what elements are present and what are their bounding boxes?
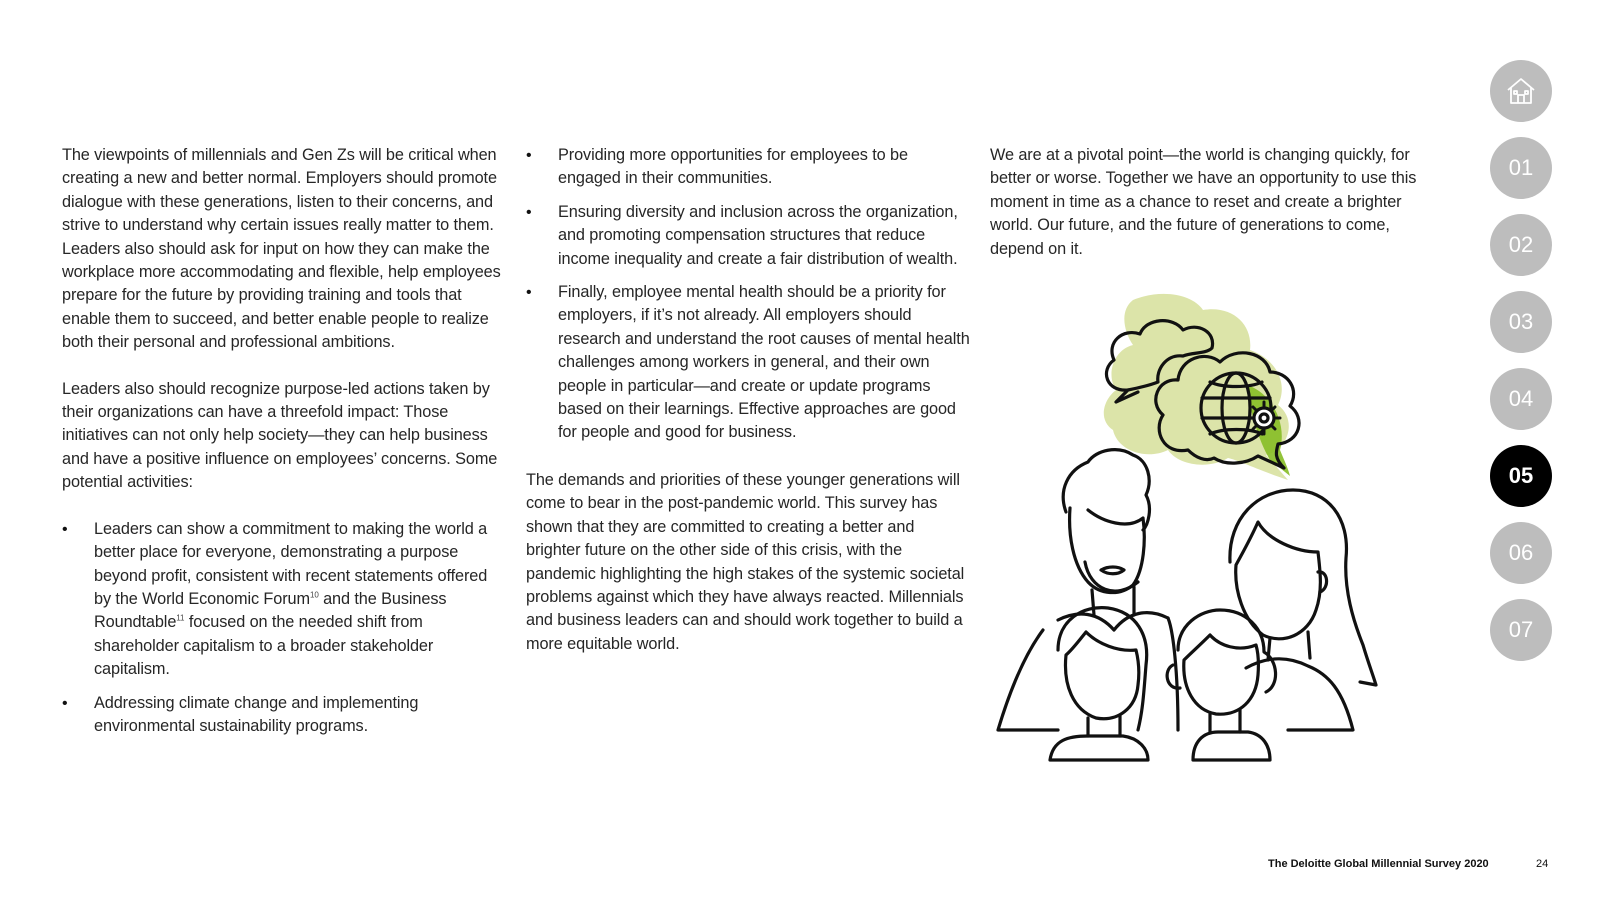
bullet-icon: • — [62, 520, 68, 538]
bullet-icon: • — [526, 203, 532, 221]
bullet-icon: • — [62, 694, 68, 712]
intro-paragraph: The viewpoints of millennials and Gen Zs will be critical when creating a new and better normal. Employers should promote dialogue with these generations, listen to their concerns, and strive to understand why certain issues really matter to them. Leaders also should ask for input on how they can make the workplace more accommodating and flexible, help employees prepare for the future by providing training and tools that enable them to succeed, and better enable people to realize both their personal and professional ambitions. — [62, 146, 501, 352]
pivotal-point-paragraph: We are at a pivotal point—the world is changing quickly, for better or worse. Together we have an opportunity to use this moment in time as a chance to reset and create a brighter world. Our future, and the future of generations to come, depend on it. — [990, 146, 1417, 258]
page-number: 24 — [1536, 858, 1549, 870]
text-column-2 — [526, 144, 972, 679]
purpose-paragraph: Leaders also should recognize purpose-led actions taken by their organizations can have a threefold impact: Those initiatives can not only help society—they can help business and have a positive influence on employees’ concerns. Some potential activities: — [62, 379, 498, 492]
bullet-icon: • — [526, 147, 532, 164]
list-item: • Providing more opportunities for employees to be engaged in their communities. — [526, 146, 908, 188]
home-button[interactable] — [1490, 60, 1552, 122]
family-illustration — [988, 290, 1408, 780]
list-item: • Addressing climate change and implementing environmental sustainability programs. — [62, 693, 419, 735]
text-column-1 — [62, 144, 504, 758]
activities-list — [62, 518, 504, 739]
child-right-figure — [1167, 610, 1275, 760]
list-item: • Ensuring diversity and inclusion across the organization, and promoting compensation structures that reduce income inequality and create a fair distribution of wealth. — [526, 202, 958, 268]
chapter-06-button[interactable]: 06 — [1490, 522, 1552, 584]
list-item: • Leaders can show a commitment to making the world a better place for everyone, demonstrating a purpose beyond profit, consistent with recent statements offered by the World Economic Forum$^{10}$ and the Business Roundtable$^{11}$ focused on the needed shift from shareholder capitalism to a broader stakeholder capitalism. — [62, 519, 488, 679]
footnote-ref[interactable]: 11 — [176, 613, 185, 623]
chapter-05-button[interactable]: 05 — [1490, 445, 1552, 507]
child-left-figure — [1050, 608, 1148, 760]
text-column-3 — [990, 144, 1430, 284]
chapter-02-button[interactable]: 02 — [1490, 214, 1552, 276]
home-icon — [1504, 74, 1538, 108]
footer-title: The Deloitte Global Millennial Survey 2020 — [1268, 858, 1489, 870]
bullet-icon: • — [526, 284, 532, 302]
chapter-07-button[interactable]: 07 — [1490, 599, 1552, 661]
footnote-ref[interactable]: 10 — [309, 590, 319, 600]
father-figure — [998, 450, 1178, 730]
activities-list-continued — [526, 144, 972, 445]
list-item: • Finally, employee mental health should be a priority for employers, if it’s not already. All employers should research and understand the root causes of mental health challenges among workers in general, and their own people in particular—and create or update programs based on their learnings. Effective approaches are good for people and good for business. — [526, 283, 970, 442]
demands-paragraph: The demands and priorities of these younger generations will come to bear in the post-pandemic world. This survey has shown that they are committed to creating a better and brighter future on the other side of this crisis, with the pandemic highlighting the high stakes of the systemic societal problems against which they have always reacted. Millennials and business leaders can and should work together to build a more equitable world. — [526, 470, 965, 653]
chapter-04-button[interactable]: 04 — [1490, 368, 1552, 430]
chapter-03-button[interactable]: 03 — [1490, 291, 1552, 353]
chapter-01-button[interactable]: 01 — [1490, 137, 1552, 199]
